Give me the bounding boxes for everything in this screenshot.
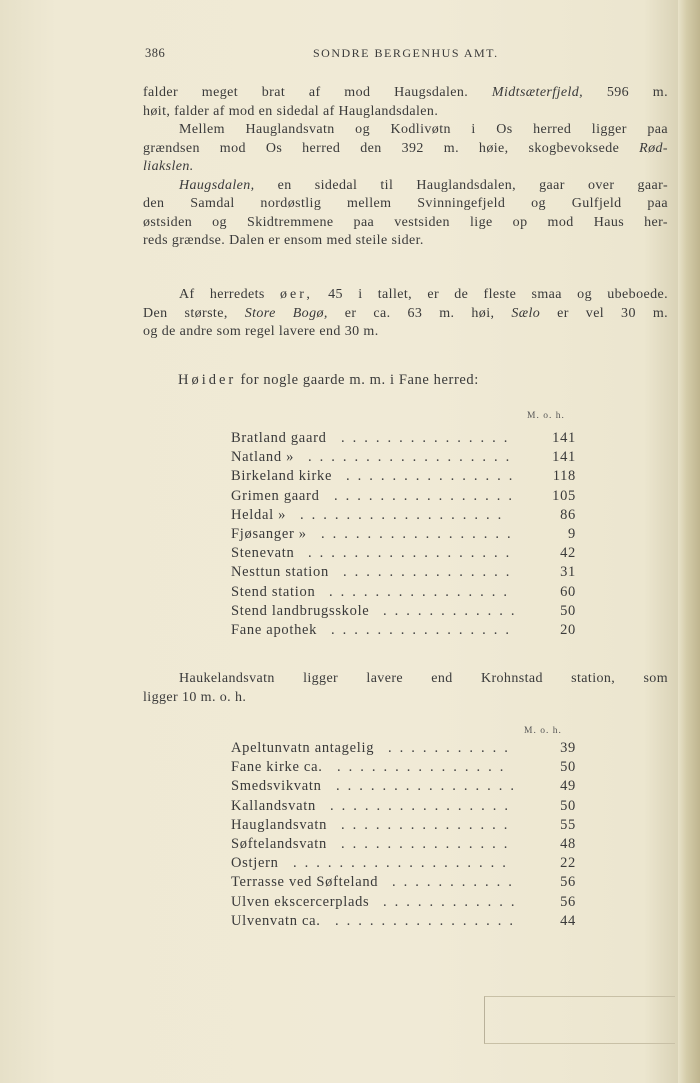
row-height-value: 55 [560, 816, 576, 833]
text-line: Haugsdalen, en sidedal til Hauglandsdalen, gaar over gaar- [179, 177, 668, 193]
row-height-value: 118 [552, 468, 576, 485]
table-row [231, 430, 576, 449]
row-label: Grimen gaard [231, 487, 320, 504]
text-line: liakslen. [143, 159, 194, 174]
row-height-value: 31 [560, 564, 576, 581]
table1-unit: M. o. h. [527, 411, 565, 421]
text-line: og de andre som regel lavere end 30 m. [143, 324, 379, 339]
row-height-value: 56 [560, 893, 576, 910]
row-height-value: 9 [568, 526, 576, 542]
text-line: grændsen mod Os herred den 392 m. høie, skogbevoksede Rød- [143, 140, 668, 156]
dot-leader: ............... [341, 430, 516, 446]
table-row [231, 855, 576, 874]
dot-leader: ............... [337, 759, 512, 776]
table-row [231, 449, 576, 468]
row-label: Ostjern [231, 855, 279, 872]
text-line: høit, falder af mod en sidedal af Hauglandsdalen. [143, 103, 439, 119]
row-height-value: 105 [552, 487, 576, 504]
dot-leader: ................. [321, 526, 519, 542]
dot-leader: ............... [341, 836, 516, 852]
text-line: ligger 10 m. o. h. [143, 689, 247, 705]
running-title: SONDRE BERGENHUS AMT. [313, 46, 499, 60]
row-label: Hauglandsvatn [231, 816, 328, 833]
dot-leader: ............ [383, 893, 523, 910]
table-row [231, 913, 576, 932]
row-label: Heldal » [231, 506, 287, 523]
dot-leader: .................. [308, 449, 518, 466]
row-height-value: 141 [552, 449, 576, 466]
page-number: 386 [145, 46, 166, 60]
dot-leader: .................. [300, 506, 510, 523]
row-label: Fjøsanger » [231, 526, 307, 542]
dot-leader: ................ [335, 912, 521, 929]
dot-leader: ............ [383, 602, 523, 619]
row-label: Søftelandsvatn [231, 836, 327, 852]
row-label: Stend landbrugsskole [231, 602, 370, 619]
dot-leader: ................ [334, 487, 520, 504]
table1-heading: Høider for nogle gaarde m. m. i Fane herred: [178, 372, 479, 388]
row-label: Birkeland kirke [231, 468, 333, 485]
text-line: Af herredets øer, 45 i tallet, er de fleste smaa og ubeboede. [179, 287, 668, 302]
row-label: Stend station [231, 583, 316, 600]
page-header [145, 46, 665, 66]
book-spine-edge [678, 0, 700, 1083]
table-row [231, 603, 576, 622]
row-label: Bratland gaard [231, 430, 327, 446]
table-row [231, 584, 576, 603]
row-label: Terrasse ved Søfteland [231, 874, 379, 891]
dot-leader: ................ [329, 583, 515, 600]
table-row [231, 759, 576, 778]
row-label: Smedsvikvatn [231, 778, 322, 795]
islands-text [143, 286, 668, 342]
row-height-value: 39 [560, 740, 576, 756]
table-row [231, 740, 576, 759]
text-line: falder meget brat af mod Haugsdalen. Midtsæterfjeld, 596 m. [143, 85, 668, 100]
text-line: Haukelandsvatn ligger lavere end Krohnstad station, som [179, 671, 668, 686]
row-height-value: 60 [560, 583, 576, 600]
row-height-value: 48 [560, 836, 576, 852]
table-row [231, 894, 576, 913]
table-row [231, 817, 576, 836]
row-height-value: 141 [552, 430, 576, 446]
row-label: Ulvenvatn ca. [231, 912, 321, 929]
text-line: østsiden og Skidtremmene paa vestsiden lige op mod Haus her- [143, 214, 668, 230]
text-line: Den største, Store Bogø, er ca. 63 m. høi, Sælo er vel 30 m. [143, 305, 669, 321]
row-height-value: 22 [560, 855, 576, 872]
row-height-value: 44 [560, 912, 576, 929]
row-height-value: 20 [560, 622, 576, 638]
row-label: Fane apothek [231, 622, 318, 638]
table-row [231, 507, 576, 526]
row-height-value: 86 [560, 506, 576, 523]
row-height-value: 49 [560, 778, 576, 795]
table-row [231, 798, 576, 817]
row-label: Fane kirke ca. [231, 759, 323, 776]
text-line: reds grændse. Dalen er ensom med steile sider. [143, 233, 424, 248]
row-label: Apeltunvatn antagelig [231, 740, 375, 756]
table-row [231, 778, 576, 797]
table-row [231, 874, 576, 893]
table-row [231, 488, 576, 507]
row-height-value: 50 [560, 797, 576, 814]
row-height-value: 50 [560, 759, 576, 776]
dot-leader: .................. [308, 545, 518, 562]
middle-text [143, 670, 668, 707]
row-height-value: 42 [560, 545, 576, 562]
table-row [231, 545, 576, 564]
dot-leader: ............... [343, 564, 518, 581]
row-height-value: 56 [560, 874, 576, 891]
table-row [231, 836, 576, 855]
text-line: den Samdal nordøstlig mellem Svinningefjeld og Gulfjeld paa [143, 196, 668, 211]
text-line: Mellem Hauglandsvatn og Kodlivøtn i Os herred ligger paa [179, 122, 668, 137]
dot-leader: ........... [388, 740, 516, 756]
dot-leader: ................... [293, 855, 514, 872]
row-label: Stenevatn [231, 545, 295, 562]
table2-unit: M. o. h. [524, 726, 562, 736]
row-label: Nesttun station [231, 564, 329, 581]
intro-text [143, 84, 668, 251]
table-row [231, 622, 576, 641]
row-label: Ulven ekscercerplads [231, 893, 370, 910]
table-row [231, 564, 576, 583]
dot-leader: ............... [341, 816, 516, 833]
table-row [231, 468, 576, 487]
table-row [231, 526, 576, 545]
dot-leader: ................ [336, 778, 522, 795]
dot-leader: ................ [330, 797, 516, 814]
dot-leader: ............... [346, 468, 521, 485]
page-edge-mark [484, 996, 675, 1044]
row-label: Kallandsvatn [231, 797, 316, 814]
dot-leader: ................ [331, 622, 517, 638]
row-label: Natland » [231, 449, 295, 466]
row-height-value: 50 [560, 602, 576, 619]
dot-leader: ........... [392, 874, 520, 891]
